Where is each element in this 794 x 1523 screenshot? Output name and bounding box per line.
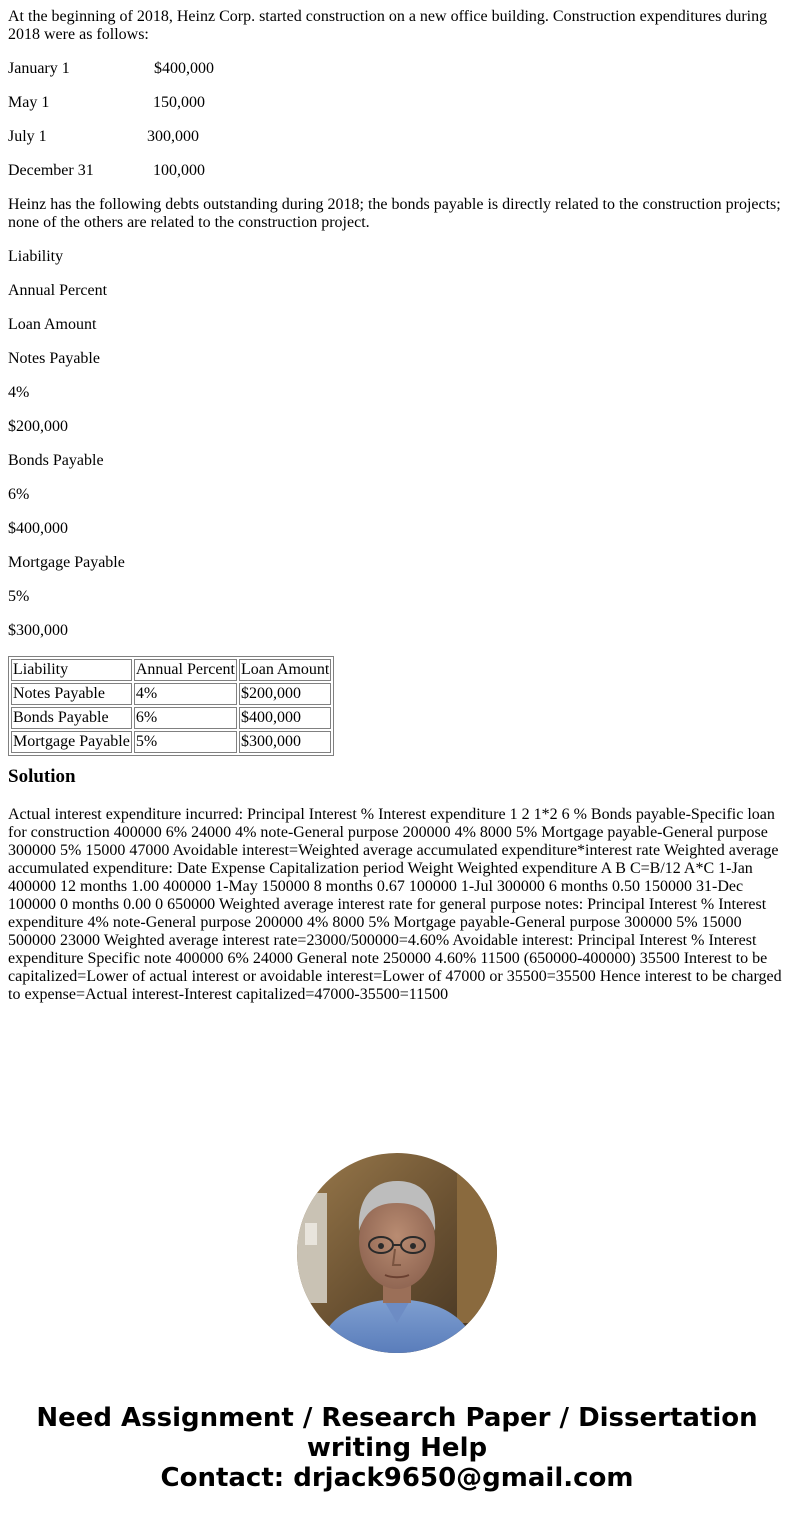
table-cell: $400,000	[239, 707, 331, 729]
avatar	[297, 1153, 497, 1353]
expenditure-date: July 1	[8, 128, 47, 145]
debt-line: $200,000	[8, 418, 68, 435]
table-header-cell: Annual Percent	[134, 659, 237, 681]
table-cell: 6%	[134, 707, 237, 729]
table-header-cell: Liability	[11, 659, 132, 681]
debt-line: Liability	[8, 248, 64, 265]
expenditure-list	[8, 60, 786, 180]
table-cell: $200,000	[239, 683, 331, 705]
table-header-cell: Loan Amount	[239, 659, 331, 681]
debt-line: Annual Percent	[8, 282, 108, 299]
debt-lines	[8, 248, 786, 640]
footer-banner	[0, 1403, 794, 1493]
table-cell: Mortgage Payable	[11, 731, 132, 753]
table-cell: Notes Payable	[11, 683, 132, 705]
expenditure-row	[8, 60, 786, 78]
table-cell: 4%	[134, 683, 237, 705]
debt-line: 4%	[8, 384, 30, 401]
footer-line: writing Help	[306, 1433, 488, 1463]
expenditure-date: January 1	[8, 60, 70, 77]
expenditure-amount: 300,000	[147, 128, 199, 145]
debt-line: $400,000	[8, 520, 68, 537]
expenditure-row	[8, 128, 786, 146]
expenditure-date: May 1	[8, 94, 50, 111]
footer-contact: Contact: drjack9650@gmail.com	[160, 1463, 634, 1493]
expenditure-amount: 150,000	[153, 94, 205, 111]
debts-paragraph: Heinz has the following debts outstanding during 2018; the bonds payable is directly related to the construction projects; none of the others are related to the construction project.	[8, 196, 781, 231]
expenditure-amount: 100,000	[153, 162, 205, 179]
expenditure-row	[8, 162, 786, 180]
table-cell: Bonds Payable	[11, 707, 132, 729]
debt-line: Notes Payable	[8, 350, 100, 367]
solution-text: Actual interest expenditure incurred: Principal Interest % Interest expenditure 1 2 1*2 6 % Bonds payable-Specific loan for construction 400000 6% 24000 4% note-General purpose 200000 4% 8000 5% Mortgage payable-General purpose 300000 5% 15000 47000 Avoidable interest=Weighted average accumulated expenditure*interest rate Weighted average accumulated expenditure: Date Expense Capitalization period Weight Weighted expenditure A B C=B/12 A*C 1-Jan 400000 12 months 1.00 400000 1-May 150000 8 months 0.67 100000 1-Jul 300000 6 months 0.50 150000 31-Dec 100000 0 months 0.00 0 650000 Weighted average interest rate for general purpose notes: Principal Interest % Interest expenditure 4% note-General purpose 200000 4% 8000 5% Mortgage payable-General purpose 300000 5% 15000 500000 23000 Weighted average interest rate=23000/500000=4.60% Avoidable interest: Principal Interest % Interest expenditure Specific note 400000 6% 24000 General note 250000 4.60% 11500 (650000-400000) 35500 Interest to be capitalized=Lower of actual interest or avoidable interest=Lower of 47000 or 35500=35500 Hence interest to be charged to expense=Actual interest-Interest capitalized=47000-35500=11500	[8, 806, 782, 1003]
debt-table	[8, 656, 334, 756]
solution-heading: Solution	[8, 766, 76, 787]
debt-line: 5%	[8, 588, 30, 605]
expenditure-row	[8, 94, 786, 112]
table-header-row	[11, 659, 331, 681]
debt-line: Bonds Payable	[8, 452, 104, 469]
debt-line: Mortgage Payable	[8, 554, 125, 571]
document-content	[8, 8, 786, 1004]
table-row	[11, 683, 331, 705]
table-row	[11, 731, 331, 753]
expenditure-amount: $400,000	[154, 60, 214, 77]
debt-line: 6%	[8, 486, 30, 503]
table-cell: $300,000	[239, 731, 331, 753]
debt-line: Loan Amount	[8, 316, 97, 333]
portrait-photo	[297, 1153, 497, 1353]
footer-line: Need Assignment / Research Paper / Dissertation	[36, 1403, 758, 1433]
table-row	[11, 707, 331, 729]
debt-line: $300,000	[8, 622, 68, 639]
expenditure-date: December 31	[8, 162, 94, 179]
table-cell: 5%	[134, 731, 237, 753]
intro-paragraph: At the beginning of 2018, Heinz Corp. started construction on a new office building. Construction expenditures during 2018 were as follows:	[8, 8, 768, 43]
